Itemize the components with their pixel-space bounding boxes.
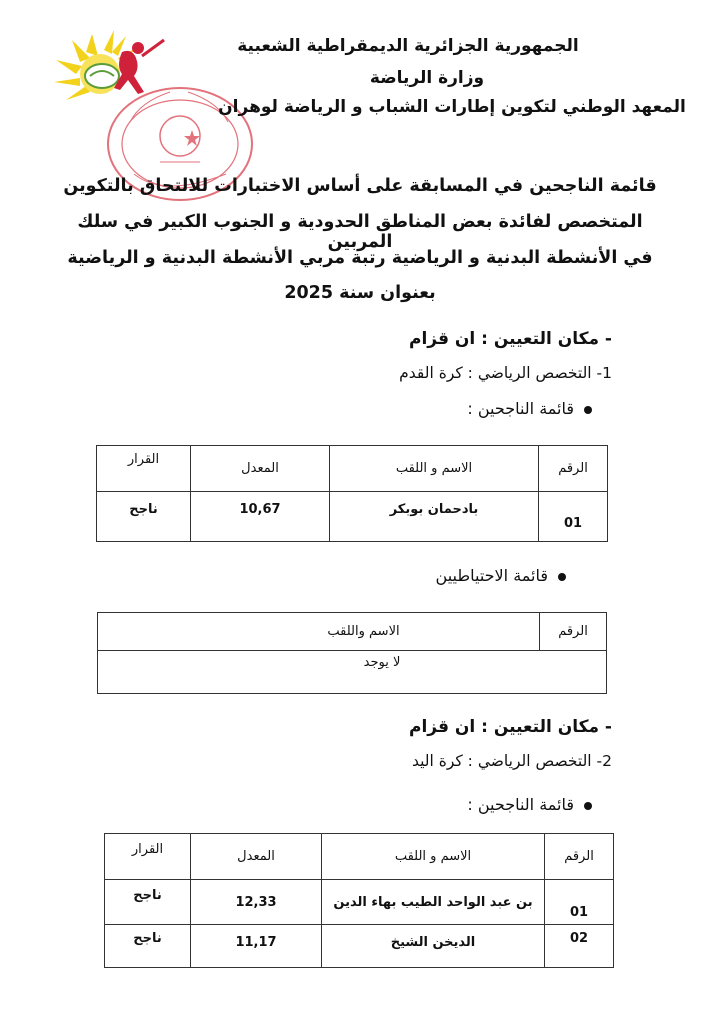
section-1-winners-heading-text: قائمة الناجحين : (467, 399, 574, 418)
table-row (105, 880, 614, 925)
table-row (105, 925, 614, 968)
cell-decision: ناجح (105, 880, 191, 925)
document-title-line-4: بعنوان سنة 2025 (284, 283, 436, 303)
section-1-place: - مكان التعيين : ان قزام (408, 329, 612, 349)
table-header-average: المعدل (191, 834, 322, 880)
table-header-number: الرقم (545, 834, 614, 880)
cell-number: 01 (545, 880, 614, 925)
section-1-winners-heading (467, 399, 592, 418)
cell-empty: لا يوجد (98, 651, 607, 694)
section-2-winners-table (104, 833, 614, 968)
cell-name: الديخن الشيخ (322, 925, 545, 968)
cell-average: 12,33 (191, 880, 322, 925)
section-2-specialty: 2- التخصص الرياضي : كرة اليد (411, 752, 612, 770)
cell-number: 02 (545, 925, 614, 968)
cell-average: 10,67 (191, 492, 330, 542)
cell-name: بن عبد الواحد الطيب بهاء الدين (322, 880, 545, 925)
table-row (98, 651, 607, 694)
bullet-icon (558, 573, 566, 581)
bullet-icon (584, 406, 592, 414)
table-header-row (97, 446, 608, 492)
cell-decision: ناجح (105, 925, 191, 968)
document-title-line-1: قائمة الناجحين في المسابقة على أساس الاختبارات للالتحاق بالتكوين (63, 176, 657, 196)
cell-name: بادحمان بوبكر (330, 492, 539, 542)
table-header-name: الاسم واللقب (98, 613, 540, 651)
section-1-reserves-heading-text: قائمة الاحتياطيين (435, 566, 548, 585)
header-ministry: وزارة الرياضة (369, 68, 485, 88)
table-header-name: الاسم و اللقب (322, 834, 545, 880)
document-title-line-3: في الأنشطة البدنية و الرياضية رتبة مربي الأنشطة البدنية و الرياضية (67, 248, 653, 268)
section-2-winners-heading-text: قائمة الناجحين : (467, 795, 574, 814)
table-header-name: الاسم و اللقب (330, 446, 539, 492)
table-header-number: الرقم (540, 613, 607, 651)
section-1-reserves-heading (436, 566, 566, 585)
table-header-average: المعدل (191, 446, 330, 492)
table-header-decision: القرار (105, 834, 191, 880)
table-row (97, 492, 608, 542)
header-republic: الجمهورية الجزائرية الديمقراطية الشعبية (237, 36, 579, 56)
header-institute: المعهد الوطني لتكوين إطارات الشباب و الرياضة لوهران (218, 97, 686, 117)
cell-decision: ناجح (97, 492, 191, 542)
document-title-line-2: المتخصص لفائدة بعض المناطق الحدودية و الجنوب الكبير في سلك المربين (77, 212, 643, 253)
section-2-winners-heading (467, 795, 592, 814)
section-1-reserves-table (97, 612, 607, 694)
bullet-icon (584, 802, 592, 810)
table-header-number: الرقم (539, 446, 608, 492)
section-1-specialty: 1- التخصص الرياضي : كرة القدم (399, 364, 612, 382)
cell-number: 01 (539, 492, 608, 542)
table-header-row (105, 834, 614, 880)
section-1-winners-table (96, 445, 608, 542)
table-header-decision: القرار (97, 446, 191, 492)
table-header-row (98, 613, 607, 651)
section-2-place: - مكان التعيين : ان قزام (408, 717, 612, 737)
cell-average: 11,17 (191, 925, 322, 968)
